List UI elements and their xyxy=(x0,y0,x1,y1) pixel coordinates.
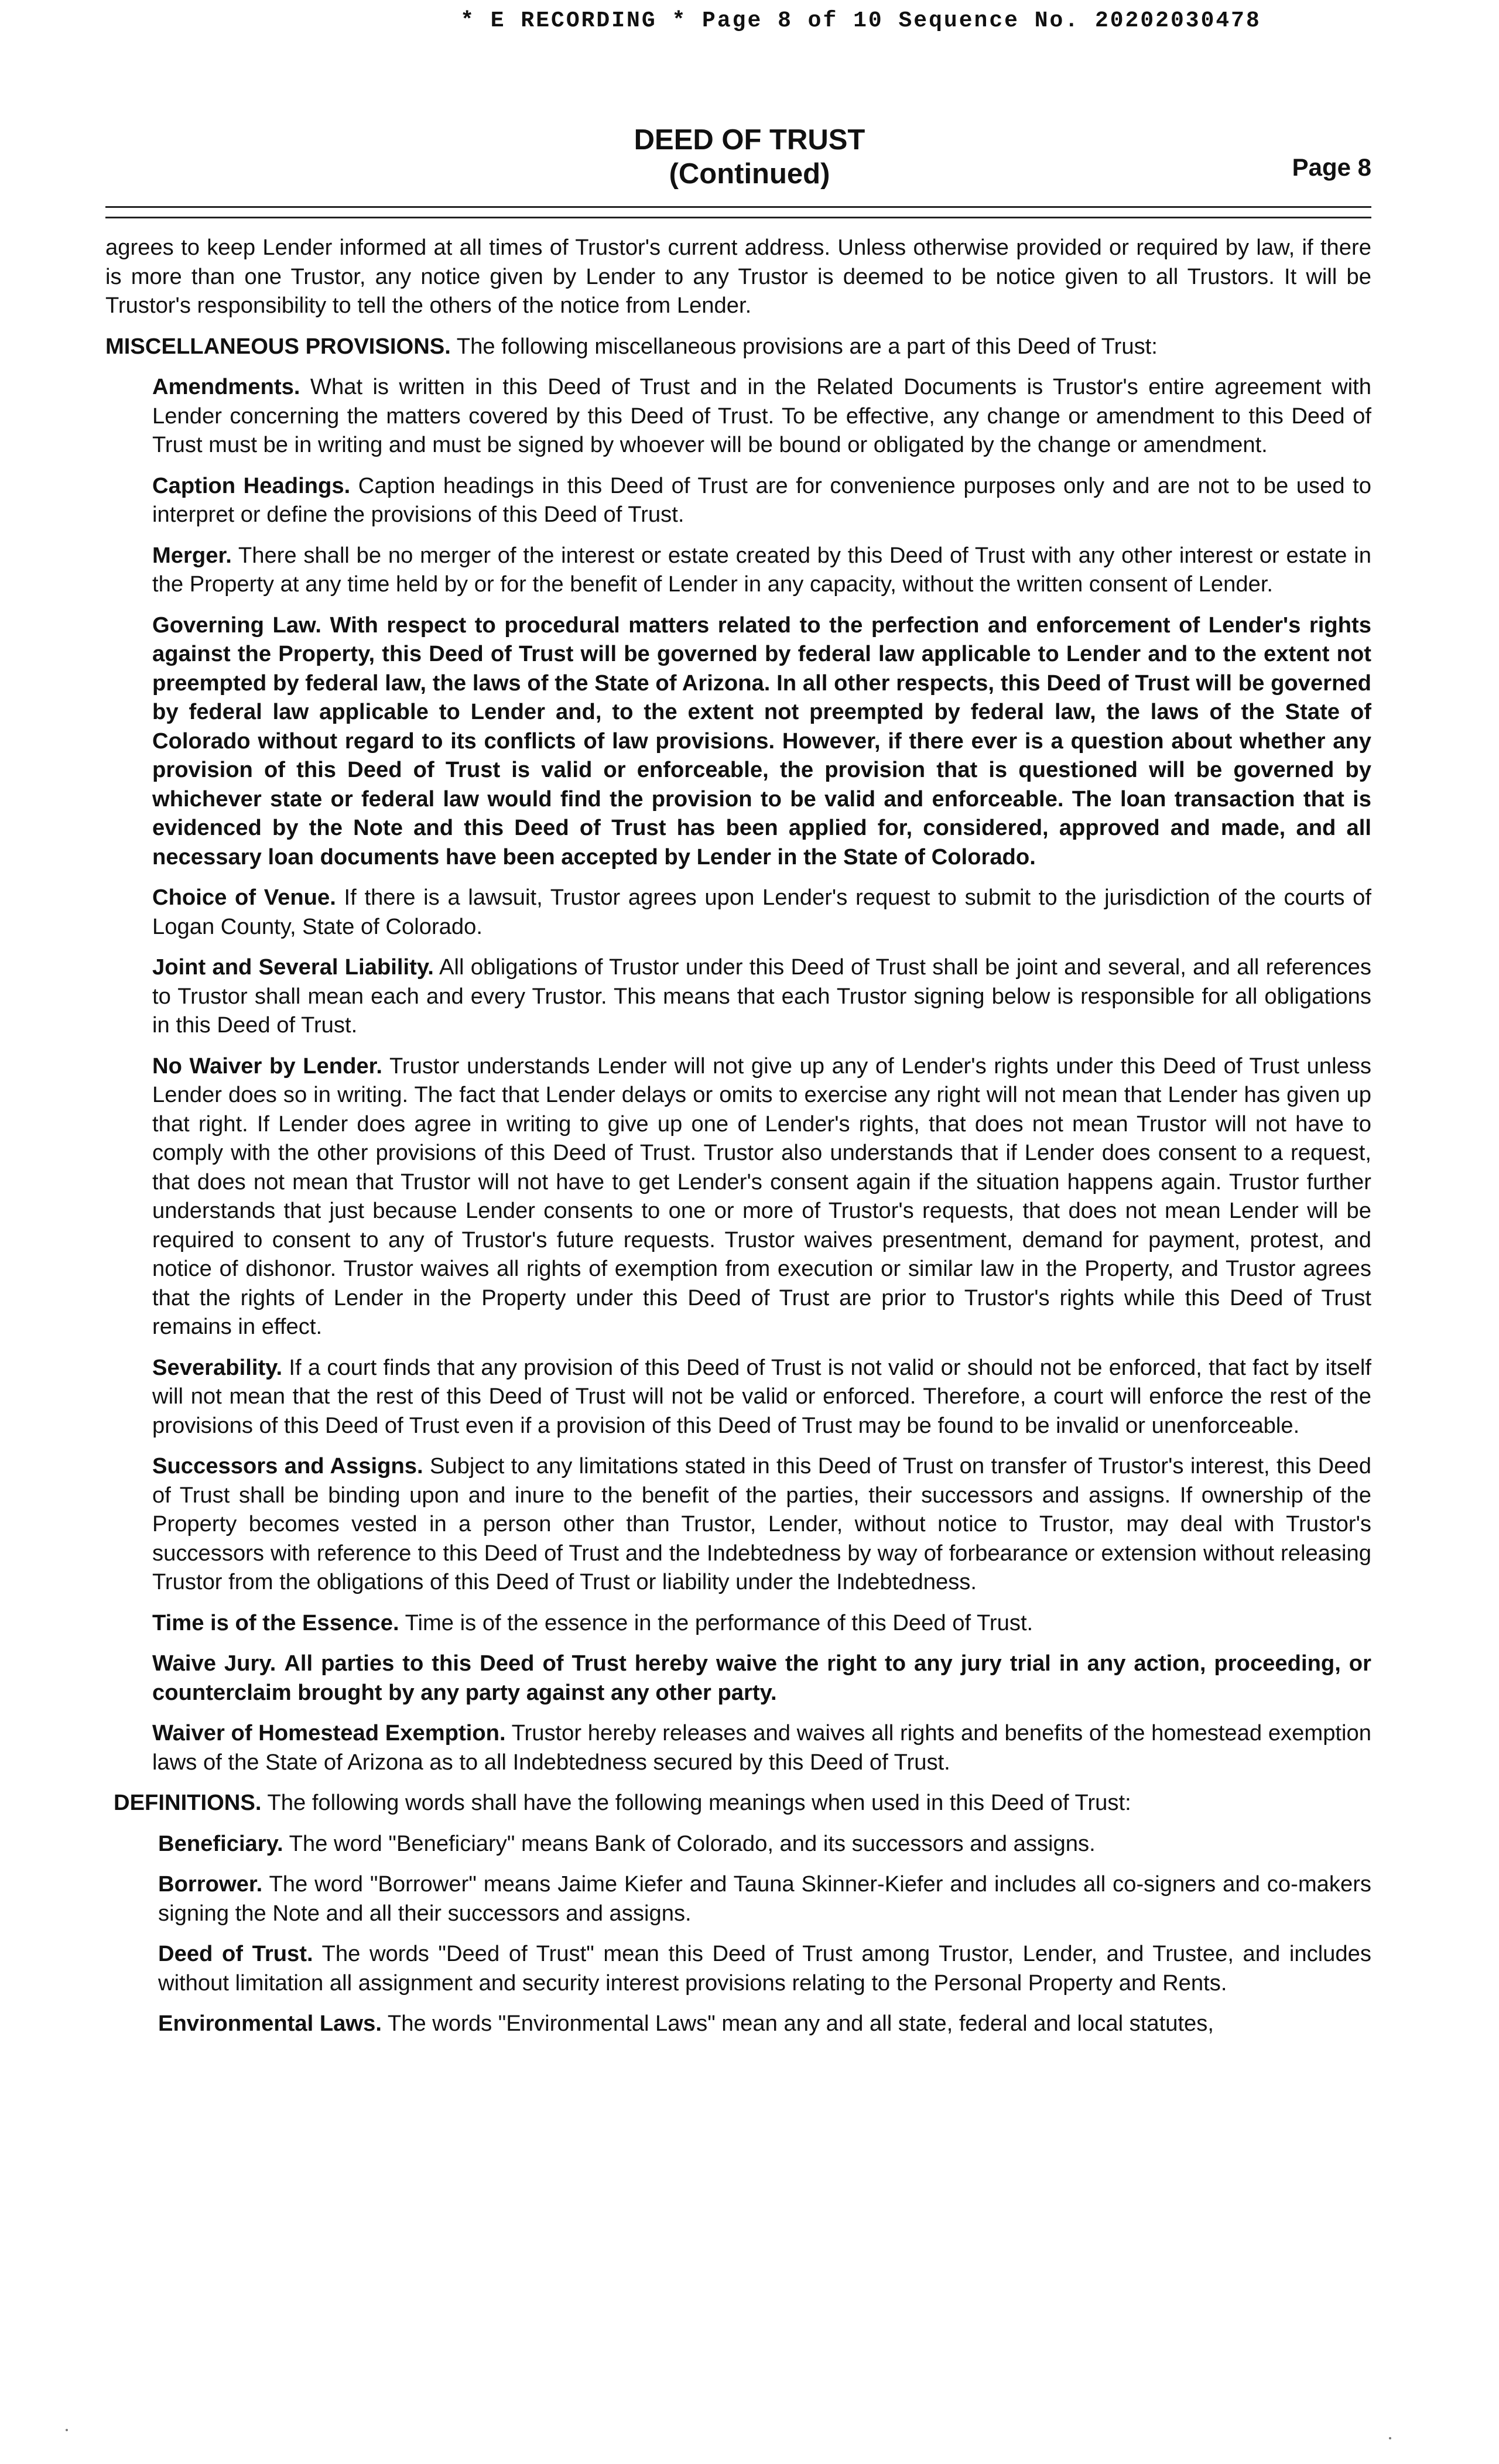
section-intro: The following miscellaneous provisions are a part of this Deed of Trust: xyxy=(456,333,1158,359)
provision-label: No Waiver by Lender. xyxy=(152,1053,383,1079)
header-divider-bottom xyxy=(105,217,1371,218)
provision-text: All obligations of Trustor under this Deed of Trust shall be joint and several, and all references to Trustor shall mean each and every Trustor. This means that each Trustor signing below is responsible for all obligations in this Deed of Trust. xyxy=(152,954,1372,1038)
definition-text: The words "Environmental Laws" mean any and all state, federal and local statutes, xyxy=(387,2011,1214,2036)
provision-caption-headings xyxy=(152,471,1371,529)
title-line-1: DEED OF TRUST xyxy=(634,124,865,156)
provision-text: If a court finds that any provision of this Deed of Trust is not valid or should not be enforced, that fact by itself will not mean that the rest of this Deed of Trust will not be valid or enforced. Therefore, a court will enforce the rest of the provisions of this Deed of Trust even if a provision of this Deed of Trust may be found to be invalid or unenforceable. xyxy=(152,1354,1371,1438)
provision-waiver-homestead xyxy=(152,1719,1371,1777)
provision-text: Time is of the essence in the performance of this Deed of Trust. xyxy=(405,1610,1033,1635)
scan-speck xyxy=(1389,2437,1391,2439)
document-body xyxy=(105,233,1371,2050)
definition-label: Borrower. xyxy=(158,1871,263,1897)
definition-text: The words "Deed of Trust" mean this Deed of Trust among Trustor, Lender, and Trustee, and includes without limitation all assignment and security interest provisions relating to the Personal Property and Rents. xyxy=(158,1941,1371,1996)
header-divider-top xyxy=(105,206,1371,208)
provision-waive-jury xyxy=(152,1649,1371,1707)
provision-text: If there is a lawsuit, Trustor agrees upon Lender's request to submit to the jurisdiction of the courts of Logan County, State of Colorado. xyxy=(152,885,1371,939)
definition-text: The word "Borrower" means Jaime Kiefer and Tauna Skinner-Kiefer and includes all co-signers and co-makers signing the Note and all their successors and assigns. xyxy=(158,1871,1372,1926)
provision-text: Trustor hereby releases and waives all rights and benefits of the homestead exemption laws of the State of Arizona as to all Indebtedness secured by this Deed of Trust. xyxy=(152,1720,1372,1775)
intro-paragraph: agrees to keep Lender informed at all times of Trustor's current address. Unless otherwise provided or required by law, if there is more than one Trustor, any notice given by Lender to any Trustor is deemed to be notice given to all Trustors. It will be Trustor's responsibility to tell the others of the notice from Lender. xyxy=(105,235,1371,318)
section-heading-label: DEFINITIONS. xyxy=(114,1790,262,1815)
definition-label: Beneficiary. xyxy=(158,1830,283,1856)
definition-deed-of-trust xyxy=(158,1939,1371,1997)
provision-text: Caption headings in this Deed of Trust are for convenience purposes only and are not to be used to interpret or define the provisions of this Deed of Trust. xyxy=(152,473,1371,527)
provision-no-waiver-by-lender xyxy=(152,1052,1371,1341)
provision-merger xyxy=(152,541,1371,599)
provision-label: Waiver of Homestead Exemption. xyxy=(152,1720,506,1746)
section-intro: The following words shall have the following meanings when used in this Deed of Trust: xyxy=(267,1790,1131,1815)
definition-label: Environmental Laws. xyxy=(158,2011,382,2036)
provision-label: Governing Law. xyxy=(152,612,321,638)
document-title xyxy=(0,123,1499,191)
definition-beneficiary xyxy=(158,1829,1371,1859)
provision-text: Subject to any limitations stated in this Deed of Trust on transfer of Trustor's interest, this Deed of Trust shall be binding upon and inure to the benefit of the parties, their successors and assigns. If ownership of the Property becomes vested in a person other than Trustor, Lender, without notice to Trustor, may deal with Trustor's successors with reference to this Deed of Trust and the Indebtedness by way of forbearance or extension without releasing Trustor from the obligations of this Deed of Trust or liability under the Indebtedness. xyxy=(152,1453,1371,1594)
provision-text: All parties to this Deed of Trust hereby waive the right to any jury trial in any action, proceeding, or counterclaim brought by any party against any other party. xyxy=(152,1651,1371,1705)
provision-joint-several-liability xyxy=(152,953,1371,1040)
definition-environmental-laws xyxy=(158,2009,1371,2038)
provision-label: Joint and Several Liability. xyxy=(152,954,434,980)
provision-choice-of-venue xyxy=(152,883,1371,941)
section-heading-label: MISCELLANEOUS PROVISIONS. xyxy=(105,333,451,359)
definitions-heading xyxy=(114,1788,1371,1818)
provision-label: Severability. xyxy=(152,1354,283,1380)
provision-label: Choice of Venue. xyxy=(152,885,336,910)
definition-label: Deed of Trust. xyxy=(158,1941,313,1966)
provision-text: There shall be no merger of the interest or estate created by this Deed of Trust with any other interest or estate in the Property at any time held by or for the benefit of Lender in any capacity, without the written consent of Lender. xyxy=(152,542,1371,597)
provision-time-of-essence xyxy=(152,1609,1371,1638)
provision-label: Successors and Assigns. xyxy=(152,1453,423,1479)
provision-label: Time is of the Essence. xyxy=(152,1610,399,1635)
provision-text: Trustor understands Lender will not give up any of Lender's rights under this Deed of Trust unless Lender does so in writing. The fact that Lender delays or omits to exercise any right will not mean that Lender has given up that right. If Lender does agree in writing to give up one of Lender's rights, that does not mean Trustor will not have to comply with the other provisions of this Deed of Trust. Trustor also understands that if Lender does consent to a request, that does not mean that Trustor will not have to get Lender's consent again if the situation happens again. Trustor further understands that just because Lender consents to one or more of Trustor's requests, that does not mean Lender will be required to consent to any of Trustor's future requests. Trustor waives presentment, demand for payment, protest, and notice of dishonor. Trustor waives all rights of exemption from execution or similar law in the Property, and Trustor agrees that the rights of Lender in the Property under this Deed of Trust are prior to Trustor's rights while this Deed of Trust remains in effect. xyxy=(152,1053,1371,1339)
provision-label: Waive Jury. xyxy=(152,1651,276,1676)
definition-text: The word "Beneficiary" means Bank of Colorado, and its successors and assigns. xyxy=(289,1830,1096,1856)
provision-amendments xyxy=(152,372,1371,460)
provision-text: What is written in this Deed of Trust and in the Related Documents is Trustor's entire agreement with Lender concerning the matters covered by this Deed of Trust. To be effective, any change or amendment to this Deed of Trust must be in writing and must be signed by whoever will be bound or obligated by the change or amendment. xyxy=(152,374,1371,457)
definition-borrower xyxy=(158,1870,1371,1928)
title-line-2: (Continued) xyxy=(669,158,830,190)
provision-successors-assigns xyxy=(152,1452,1371,1597)
scan-speck xyxy=(66,2429,68,2431)
provision-label: Merger. xyxy=(152,542,232,568)
provision-text: With respect to procedural matters related to the perfection and enforcement of Lender's rights against the Property, this Deed of Trust will be governed by federal law applicable to Lender and to the extent not preempted by federal law, the laws of the State of Arizona. In all other respects, this Deed of Trust will be governed by federal law applicable to Lender and, to the extent not preempted by federal law, the laws of the State of Colorado without regard to its conflicts of law provisions. However, if there ever is a question about whether any provision of this Deed of Trust is valid or enforceable, the provision that is questioned will be governed by whichever state or federal law would find the provision to be valid and enforceable. The loan transaction that is evidenced by the Note and this Deed of Trust has been applied for, considered, approved and made, and all necessary loan documents have been accepted by Lender in the State of Colorado. xyxy=(152,612,1371,870)
page-number-label: Page 8 xyxy=(1292,153,1371,181)
recording-header: * E RECORDING * Page 8 of 10 Sequence No. 20202030478 xyxy=(460,8,1261,33)
misc-provisions-heading xyxy=(105,332,1371,361)
provision-governing-law xyxy=(152,611,1371,872)
provision-label: Amendments. xyxy=(152,374,300,399)
provision-severability xyxy=(152,1353,1371,1440)
provision-label: Caption Headings. xyxy=(152,473,351,498)
